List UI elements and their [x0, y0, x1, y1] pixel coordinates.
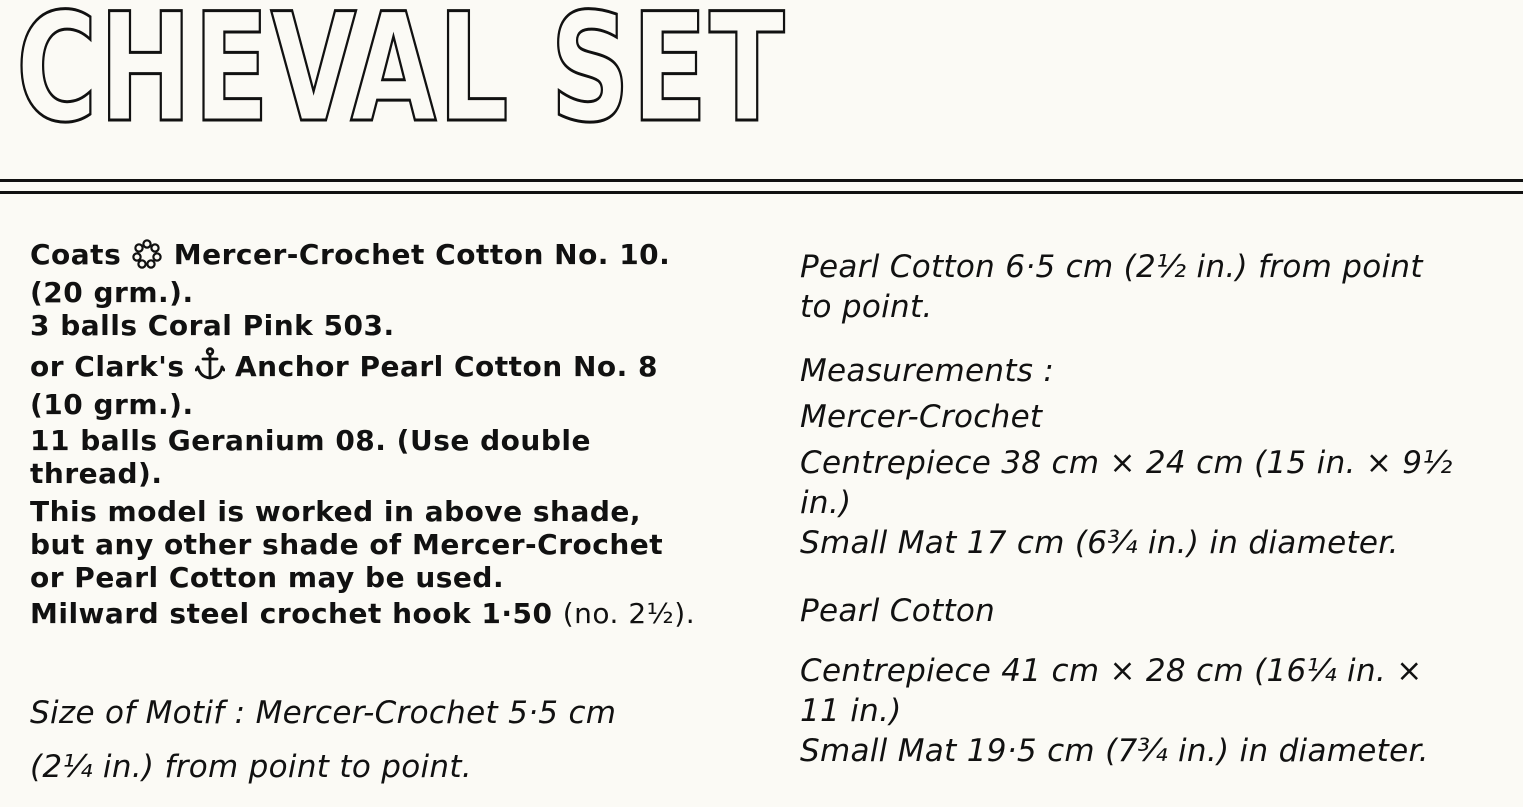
pearl-small-mat: Small Mat 19·5 cm (7¾ in.) in diameter.	[800, 733, 1429, 769]
pearl-centrepiece-line-2: 11 in.)	[800, 693, 902, 729]
pearl-heading: Pearl Cotton	[800, 593, 996, 629]
coats-weight: (20 grm.).	[30, 276, 194, 309]
clarks-balls: 11 balls Geranium 08. (Use double	[30, 424, 591, 457]
clarks-thread: thread).	[30, 457, 163, 490]
title-divider-bottom	[0, 191, 1523, 194]
pearl-motif-line-2: to point.	[800, 289, 933, 325]
chain-ring-icon	[131, 239, 163, 276]
pearl-motif-line-1: Pearl Cotton 6·5 cm (2½ in.) from point	[800, 249, 1423, 285]
coats-rest: Mercer-Crochet Cotton No. 10.	[173, 238, 671, 271]
note-line-1: This model is worked in above shade,	[30, 495, 642, 528]
clarks-rest: Anchor Pearl Cotton No. 8	[235, 350, 659, 383]
title-divider-top	[0, 179, 1523, 182]
hook-size: (no. 2½).	[562, 597, 696, 630]
mercer-small-mat: Small Mat 17 cm (6¾ in.) in diameter.	[800, 525, 1399, 561]
measurements-label: Measurements :	[800, 353, 1055, 389]
clarks-prefix: or Clark's	[30, 350, 185, 383]
page-title: CHEVAL SET	[16, 0, 787, 156]
hook-line	[30, 597, 740, 630]
motif-line-1: Size of Motif : Mercer-Crochet 5·5 cm	[30, 695, 617, 731]
hook-text: Milward steel crochet hook 1·50	[30, 597, 553, 630]
motif-size-block	[30, 686, 740, 794]
measurements-column	[800, 247, 1500, 771]
anchor-icon	[195, 347, 225, 388]
note-line-3: or Pearl Cotton may be used.	[30, 561, 505, 594]
mercer-centrepiece-line-1: Centrepiece 38 cm × 24 cm (15 in. × 9½	[800, 445, 1453, 481]
coats-balls: 3 balls Coral Pink 503.	[30, 309, 395, 342]
note-line-2: but any other shade of Mercer-Crochet	[30, 528, 664, 561]
mercer-heading: Mercer-Crochet	[800, 399, 1043, 435]
pearl-centrepiece-line-1: Centrepiece 41 cm × 28 cm (16¼ in. ×	[800, 653, 1423, 689]
clarks-weight: (10 grm.).	[30, 388, 194, 421]
materials-column	[30, 238, 740, 794]
coats-line	[30, 238, 740, 276]
motif-line-2: (2¼ in.) from point to point.	[30, 749, 472, 785]
clarks-line	[30, 347, 740, 388]
coats-prefix: Coats	[30, 238, 122, 271]
mercer-centrepiece-line-2: in.)	[800, 485, 852, 521]
